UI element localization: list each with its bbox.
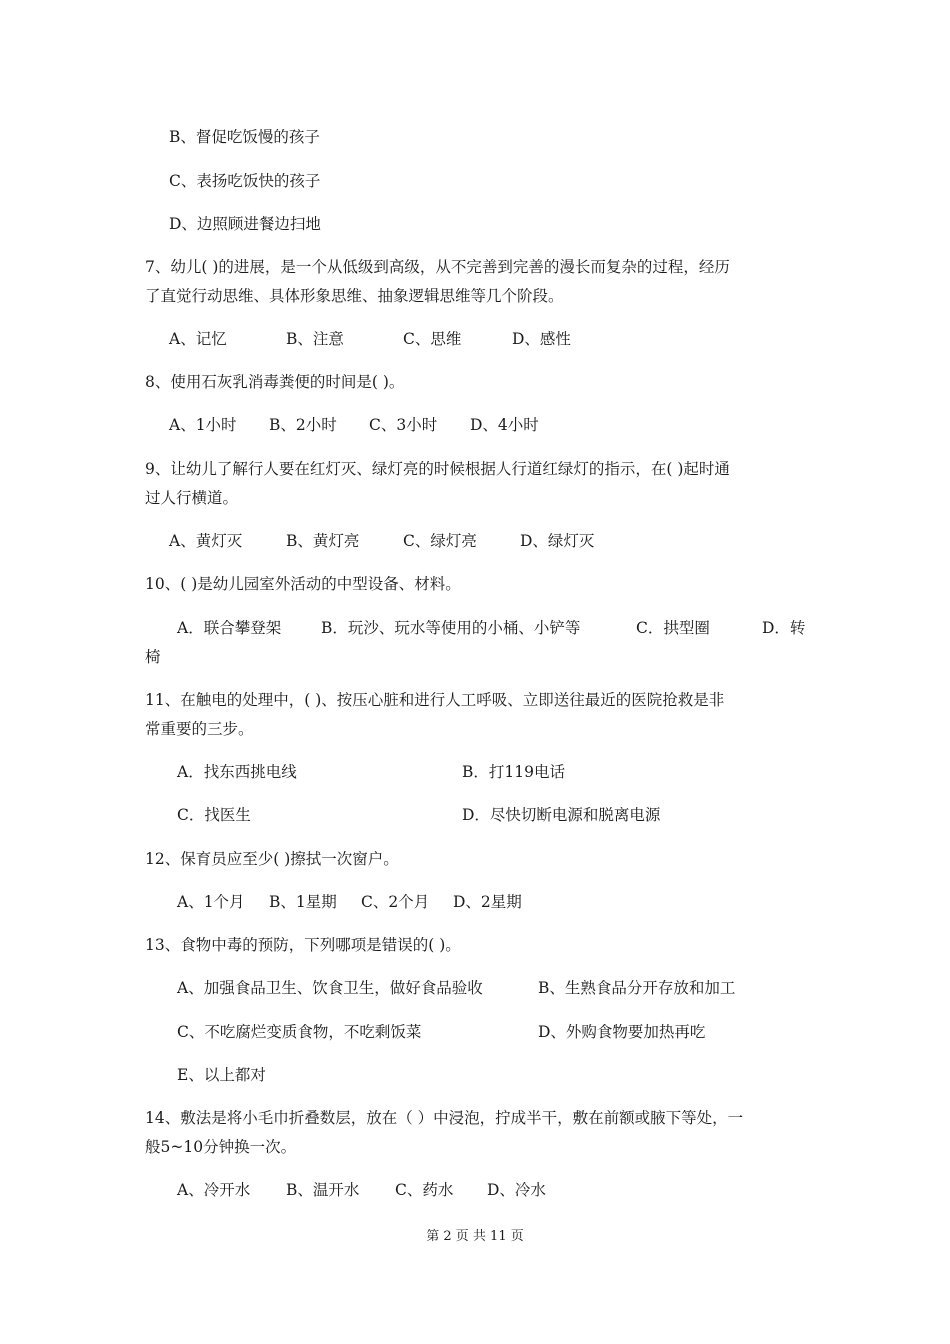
q7-option-c: C、思维 [403,330,462,348]
q11-stem-line1: 11、在触电的处理中，( )、按压心脏和进行人工呼吸、立即送往最近的医院抢救是非 [145,691,725,709]
q14-stem-line2: 般5~10分钟换一次。 [145,1138,297,1156]
q8-option-b: B、2小时 [269,416,337,434]
q12-stem: 12、保育员应至少( )擦拭一次窗户。 [145,850,399,868]
page-number-footer: 第 2 页 共 11 页 [426,1229,524,1244]
q9-stem-line2: 过人行横道。 [145,489,239,507]
q13-option-b: B、生熟食品分开存放和加工 [538,979,736,997]
q10-option-d-wrap: 椅 [145,648,161,666]
q10-stem: 10、( )是幼儿园室外活动的中型设备、材料。 [145,575,461,593]
q8-option-d: D、4小时 [470,416,539,434]
q9-stem-line1: 9、让幼儿了解行人要在红灯灭、绿灯亮的时候根据人行道红绿灯的指示，在( )起时通 [145,460,730,478]
q11-option-c: C．找医生 [177,806,251,824]
q13-option-c: C、不吃腐烂变质食物，不吃剩饭菜 [177,1023,422,1041]
q12-option-c: C、2个月 [361,893,430,911]
q9-option-c: C、绿灯亮 [403,532,477,550]
q14-option-b: B、温开水 [286,1181,360,1199]
q11-option-d: D．尽快切断电源和脱离电源 [462,806,661,824]
q10-option-c: C．拱型圈 [636,619,710,637]
q9-option-a: A、黄灯灭 [169,532,243,550]
q12-option-b: B、1星期 [269,893,337,911]
q13-option-e: E、以上都对 [177,1066,266,1084]
q7-stem-line2: 了直觉行动思维、具体形象思维、抽象逻辑思维等几个阶段。 [145,287,564,305]
q9-option-b: B、黄灯亮 [286,532,360,550]
q7-option-d: D、感性 [512,330,571,348]
q6-option-c: C、表扬吃饭快的孩子 [169,172,321,190]
q11-option-b: B．打119电话 [462,763,565,781]
q10-option-d: D．转 [762,619,806,637]
q7-option-b: B、注意 [286,330,344,348]
q11-stem-line2: 常重要的三步。 [145,720,254,738]
q9-option-d: D、绿灯灭 [520,532,595,550]
q10-option-b: B．玩沙、玩水等使用的小桶、小铲等 [321,619,581,637]
q8-option-a: A、1小时 [169,416,237,434]
q14-option-a: A、冷开水 [177,1181,251,1199]
q8-option-c: C、3小时 [369,416,438,434]
q13-option-a: A、加强食品卫生、饮食卫生，做好食品验收 [177,979,483,997]
q14-option-d: D、冷水 [487,1181,546,1199]
q6-option-b: B、督促吃饭慢的孩子 [169,128,320,146]
q14-option-c: C、药水 [395,1181,454,1199]
q13-stem: 13、食物中毒的预防，下列哪项是错误的( )。 [145,936,461,954]
q12-option-d: D、2星期 [453,893,522,911]
q13-option-d: D、外购食物要加热再吃 [538,1023,706,1041]
q14-stem-line1: 14、敷法是将小毛巾折叠数层，放在（ ）中浸泡，拧成半干，敷在前额或腋下等处，一 [145,1109,744,1127]
q7-option-a: A、记忆 [169,330,227,348]
q6-option-d: D、边照顾进餐边扫地 [169,215,321,233]
q12-option-a: A、1个月 [177,893,245,911]
q11-option-a: A．找东西挑电线 [177,763,297,781]
q7-stem-line1: 7、幼儿( )的进展，是一个从低级到高级，从不完善到完善的漫长而复杂的过程，经历 [145,258,730,276]
q8-stem: 8、使用石灰乳消毒粪便的时间是( )。 [145,373,405,391]
q10-option-a: A．联合攀登架 [177,619,282,637]
